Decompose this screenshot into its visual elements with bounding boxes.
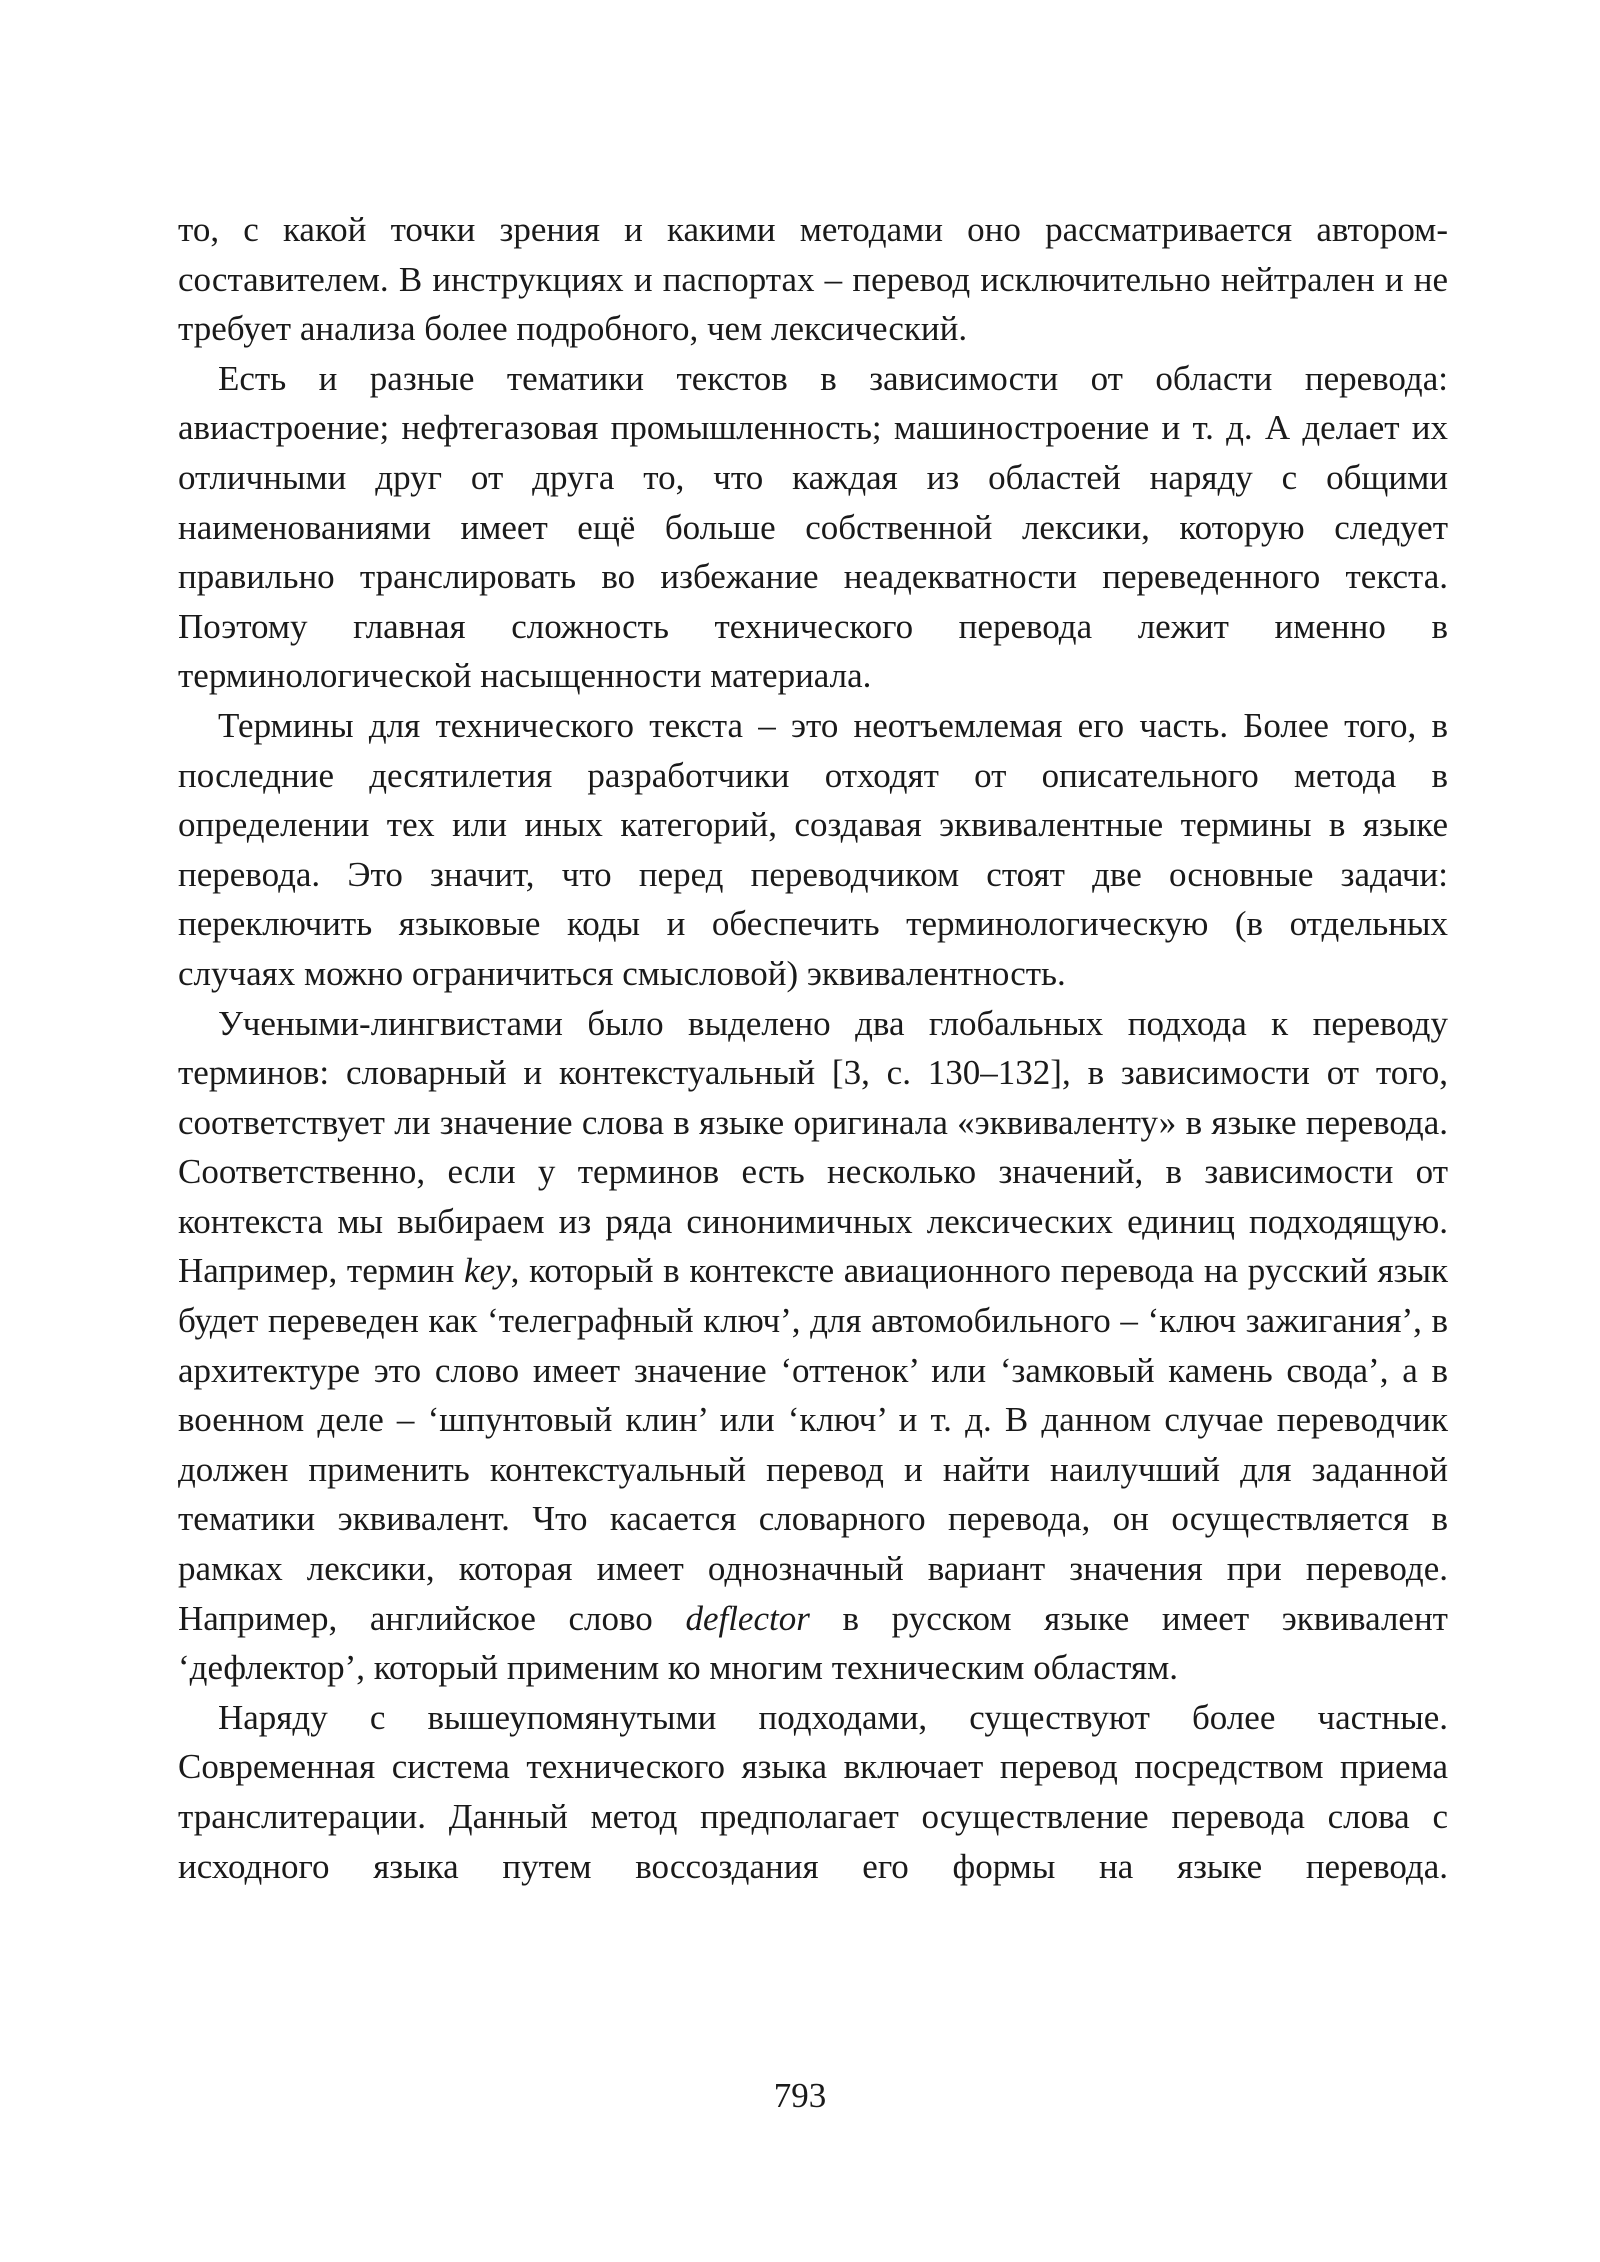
text-run: Термины для технического текста – это неотъемлемая его часть. Более того, в последние десятилетия разработчики отходят от описательного метода в определении тех или иных категорий, создавая эквивалентные термины в языке перевода. Это значит, что перед переводчиком стоят две основные задачи: переключить языковые коды и обеспечить терминологическую (в отдельных случаях можно ограничиться смысловой) эквивалентность.: [178, 705, 1448, 993]
text-run: , который в контексте авиационного перевода на русский язык будет переведен как ‘телеграфный ключ’, для автомобильного – ‘ключ зажигания’, в архитектуре это слово имеет значение ‘оттенок’ или ‘замковый камень свода’, а в военном деле – ‘шпунтовый клин’ или ‘ключ’ и т. д. В данном случае переводчик должен применить контекстуальный перевод и найти наилучший для заданной тематики эквивалент. Что касается словарного перевода, он осуществляется в рамках лексики, которая имеет однозначный вариант значения при переводе. Например, английское слово: [178, 1251, 1448, 1638]
body-text: [178, 205, 1448, 1891]
paragraph: [178, 1693, 1448, 1891]
paragraph: [178, 354, 1448, 701]
italic-term: key: [464, 1251, 511, 1291]
text-run: Есть и разные тематики текстов в зависимости от области перевода: авиастроение; нефтегазовая промышленность; машиностроение и т. д. А делает их отличными друг от друга то, что каждая из областей наряду с общими наименованиями имеет ещё больше собственной лексики, которую следует правильно транслировать во избежание неадекватности переведенного текста. Поэтому главная сложность технического перевода лежит именно в терминологической насыщенности материала.: [178, 358, 1448, 696]
paragraph: [178, 999, 1448, 1693]
page-number: 793: [773, 2076, 827, 2115]
text-run: то, с какой точки зрения и какими методами оно рассматривается автором-составителем. В инструкциях и паспортах – перевод исключительно нейтрален и не требует анализа более подробного, чем лексический.: [178, 210, 1448, 349]
paragraph: [178, 701, 1448, 999]
text-run: Наряду с вышеупомянутыми подходами, существуют более частные. Современная система технического языка включает перевод посредством приема транслитерации. Данный метод предполагает осуществление перевода слова с исходного языка путем воссоздания его формы на языке перевода.: [178, 1697, 1448, 1886]
text-run: в русском языке имеет эквивалент ‘дефлектор’, который применим ко многим техническим областям.: [178, 1598, 1448, 1688]
italic-term: deflector: [685, 1598, 810, 1638]
text-run: Учеными-лингвистами было выделено два глобальных подхода к переводу терминов: словарный и контекстуальный [3, с. 130–132], в зависимости от того, соответствует ли значение слова в языке оригинала «эквиваленту» в языке перевода. Соответственно, если у терминов есть несколько значений, в зависимости от контекста мы выбираем из ряда синонимичных лексических единиц подходящую. Например, термин: [178, 1003, 1448, 1291]
paragraph: [178, 205, 1448, 354]
